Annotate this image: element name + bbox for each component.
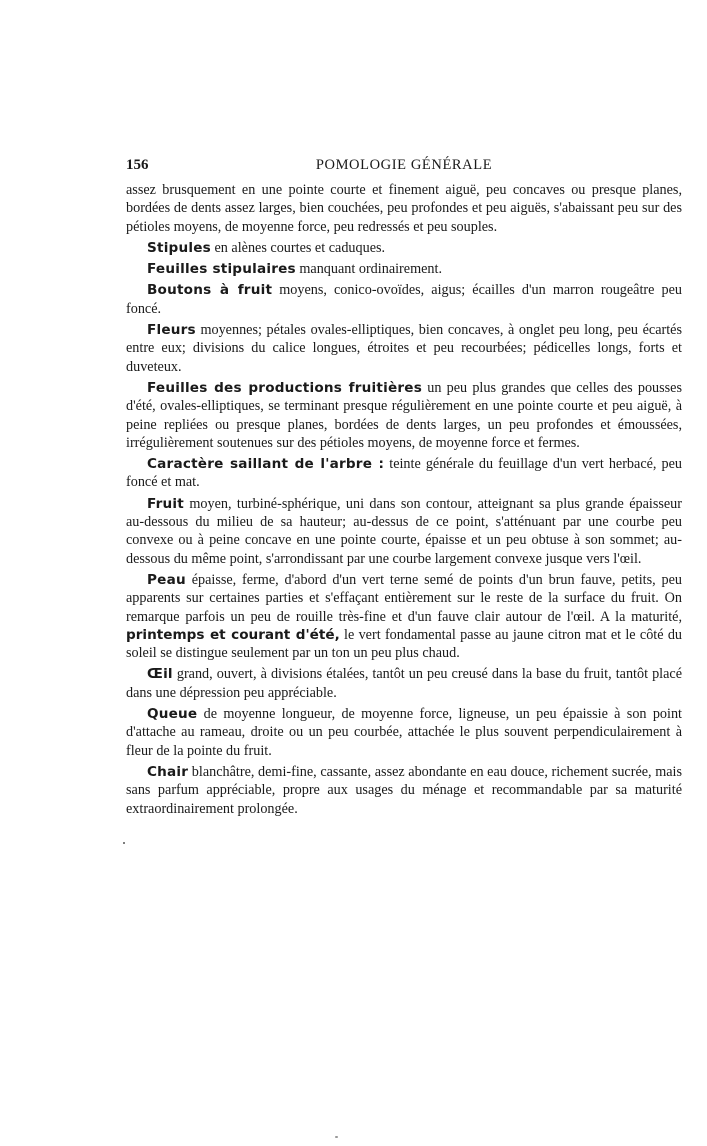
paragraph-caractere-saillant — [126, 455, 682, 492]
paragraph-heading: Caractère saillant de l'arbre : — [147, 456, 385, 473]
maturity-season: printemps et courant d'été, — [126, 626, 340, 643]
paragraph-text: grand, ouvert, à divisions étalées, tantôt un peu creusé dans la base du fruit, tantôt placé dans une dépression peu appréciable. — [126, 666, 682, 701]
paragraph-text: moyennes; pétales ovales-elliptiques, bien concaves, à onglet peu long, peu écartés entre eux; divisions du calice longues, étroites et peu recourbées; pédicelles longs, forts et duveteux. — [126, 322, 682, 375]
scan-speck — [123, 842, 125, 844]
paragraph-heading: Feuilles des productions fruitières — [147, 379, 423, 396]
paragraph-boutons-a-fruit — [126, 281, 682, 318]
paragraph-heading: Queue — [147, 706, 198, 723]
paragraph-heading: Feuilles stipulaires — [147, 261, 296, 278]
paragraph-feuilles-stipulaires — [126, 260, 682, 278]
paragraph-fleurs — [126, 321, 682, 376]
scan-speck — [335, 1136, 338, 1138]
paragraph-heading: Stipules — [147, 239, 211, 256]
paragraph-text: moyens, conico-ovoïdes, aigus; écailles d'un marron rougeâtre peu foncé. — [126, 282, 683, 317]
paragraph-text: moyen, turbiné-sphérique, uni dans son contour, atteignant sa plus grande épaisseur au-dessous du milieu de sa hauteur; au-dessus de ce point, s'atténuant par une courbe peu convexe ou à peine concave en une pointe courte, épaisse et un peu obtuse à son sommet; au-dessous du même point, s'arrondissant par une courbe largement convexe jusque vers l'œil. — [126, 495, 682, 567]
paragraph-text: de moyenne longueur, de moyenne force, ligneuse, un peu épaissie à son point d'attache au rameau, droite ou un peu courbée, attachée le plus souvent perpendiculairement à fleur de la pointe du fruit. — [126, 706, 682, 759]
book-page — [126, 155, 682, 821]
paragraph-text: assez brusquement en une pointe courte et finement aiguë, peu concaves ou presque planes, bordées de dents assez larges, bien couchées, peu profondes et peu aiguës, s'abaissant peu sur des pétioles moyens, de moyenne force, peu redressés et peu souples. — [126, 182, 682, 235]
paragraph-text: épaisse, ferme, d'abord d'un vert terne semé de points d'un brun fauve, petits, peu apparents sur certaines parties et s'effaçant entièrement sur le reste de la surface du fruit. On remarque parfois un peu de rouille très-fine et d'un fauve clair autour de l'œil. A la maturité, — [126, 571, 682, 625]
paragraph-continuation — [126, 181, 682, 236]
running-head — [126, 155, 682, 181]
paragraph-heading: Peau — [147, 571, 186, 588]
paragraph-peau — [126, 571, 682, 662]
paragraph-feuilles-productions-fruitieres — [126, 379, 682, 452]
paragraph-heading: Fruit — [147, 495, 184, 512]
paragraph-heading: Chair — [147, 763, 189, 780]
paragraph-text: un peu plus grandes que celles des pousses d'été, ovales-elliptiques, se terminant presque régulièrement en une pointe courte et peu aiguë, à peine repliées ou presque planes, bordées de dents larges, un peu profondes et émoussées, irrégulièrement soutenues sur des pétioles moyens, de moyenne force et fermes. — [126, 379, 682, 451]
paragraph-heading: Œil — [147, 666, 173, 683]
paragraph-stipules — [126, 239, 682, 257]
paragraph-text: blanchâtre, demi-fine, cassante, assez abondante en eau douce, richement sucrée, mais sans parfum appréciable, propre aux usages du ménage et recommandable par sa maturité extraordinairement prolongée. — [126, 763, 682, 817]
paragraph-heading: Boutons à fruit — [147, 282, 273, 299]
paragraph-text: en alènes courtes et caduques. — [210, 239, 386, 256]
body-text — [126, 181, 682, 818]
paragraph-fruit — [126, 495, 682, 568]
paragraph-text: teinte générale du feuillage d'un vert herbacé, peu foncé et mat. — [126, 456, 682, 491]
paragraph-oeil — [126, 665, 682, 702]
page-number: 156 — [126, 157, 149, 173]
paragraph-heading: Fleurs — [147, 322, 196, 339]
paragraph-chair — [126, 763, 682, 818]
paragraph-text: manquant ordinairement. — [295, 261, 442, 278]
running-title: POMOLOGIE GÉNÉRALE — [315, 157, 493, 173]
paragraph-queue — [126, 705, 682, 760]
paragraph-text-after: le vert fondamental passe au jaune citron mat et le côté du soleil se distingue seulement par un ton un peu plus chaud. — [126, 626, 683, 662]
